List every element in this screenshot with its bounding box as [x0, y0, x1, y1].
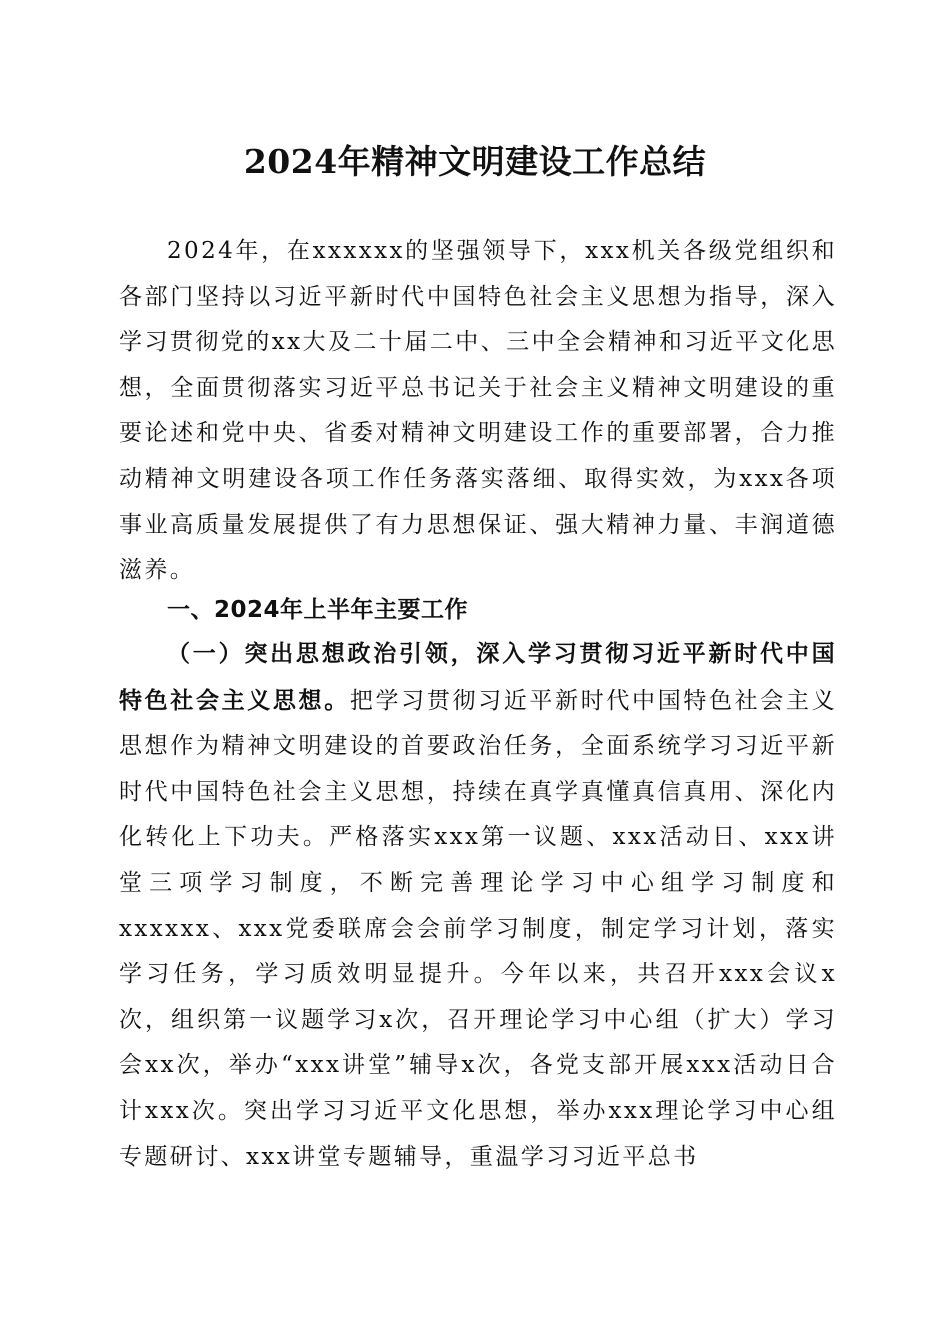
subsection-body: 把学习贯彻习近平新时代中国特色社会主义思想作为精神文明建设的首要政治任务，全面系统学习习近平新时代中国特色社会主义思想，持续在真学真懂真信真用、深化内化转化上下功夫。严格落实xxx第一议题、xxx活动日、xxx讲堂三项学习制度，不断完善理论学习中心组学习制度和xxxxxx、xxx党委联席会会前学习制度，制定学习计划，落实学习任务，学习质效明显提升。今年以来，共召开xxx会议x次，组织第一议题学习x次，召开理论学习中心组（扩大）学习会xx次，举办“xxx讲堂”辅导x次，各党支部开展xxx活动日合计xxx次。突出学习习近平文化思想，举办xxx理论学习中心组专题研讨、xxx讲堂专题辅导，重温学习习近平总书 — [119, 687, 837, 1170]
section-heading: 一、2024年上半年主要工作 — [167, 597, 469, 623]
intro-paragraph: 2024年，在xxxxxx的坚强领导下，xxx机关各级党组织和各部门坚持以习近平新时代中国特色社会主义思想为指导，深入学习贯彻党的xx大及二十届二中、三中全会精神和习近平文化思想，全面贯彻落实习近平总书记关于社会主义精神文明建设的重要论述和党中央、省委对精神文明建设工作的重要部署，合力推动精神文明建设各项工作任务落实落细、取得实效，为xxx各项事业高质量发展提供了有力思想保证、强大精神力量、丰润道德滋养。 — [119, 238, 837, 584]
subsection-paragraph — [119, 631, 837, 1180]
document-title: 2024年精神文明建设工作总结 — [243, 142, 707, 181]
subsection-lead: （一）突出思想政治引领，深入学习贯彻习近平新时代中国特色社会主义思想。 — [119, 640, 837, 714]
